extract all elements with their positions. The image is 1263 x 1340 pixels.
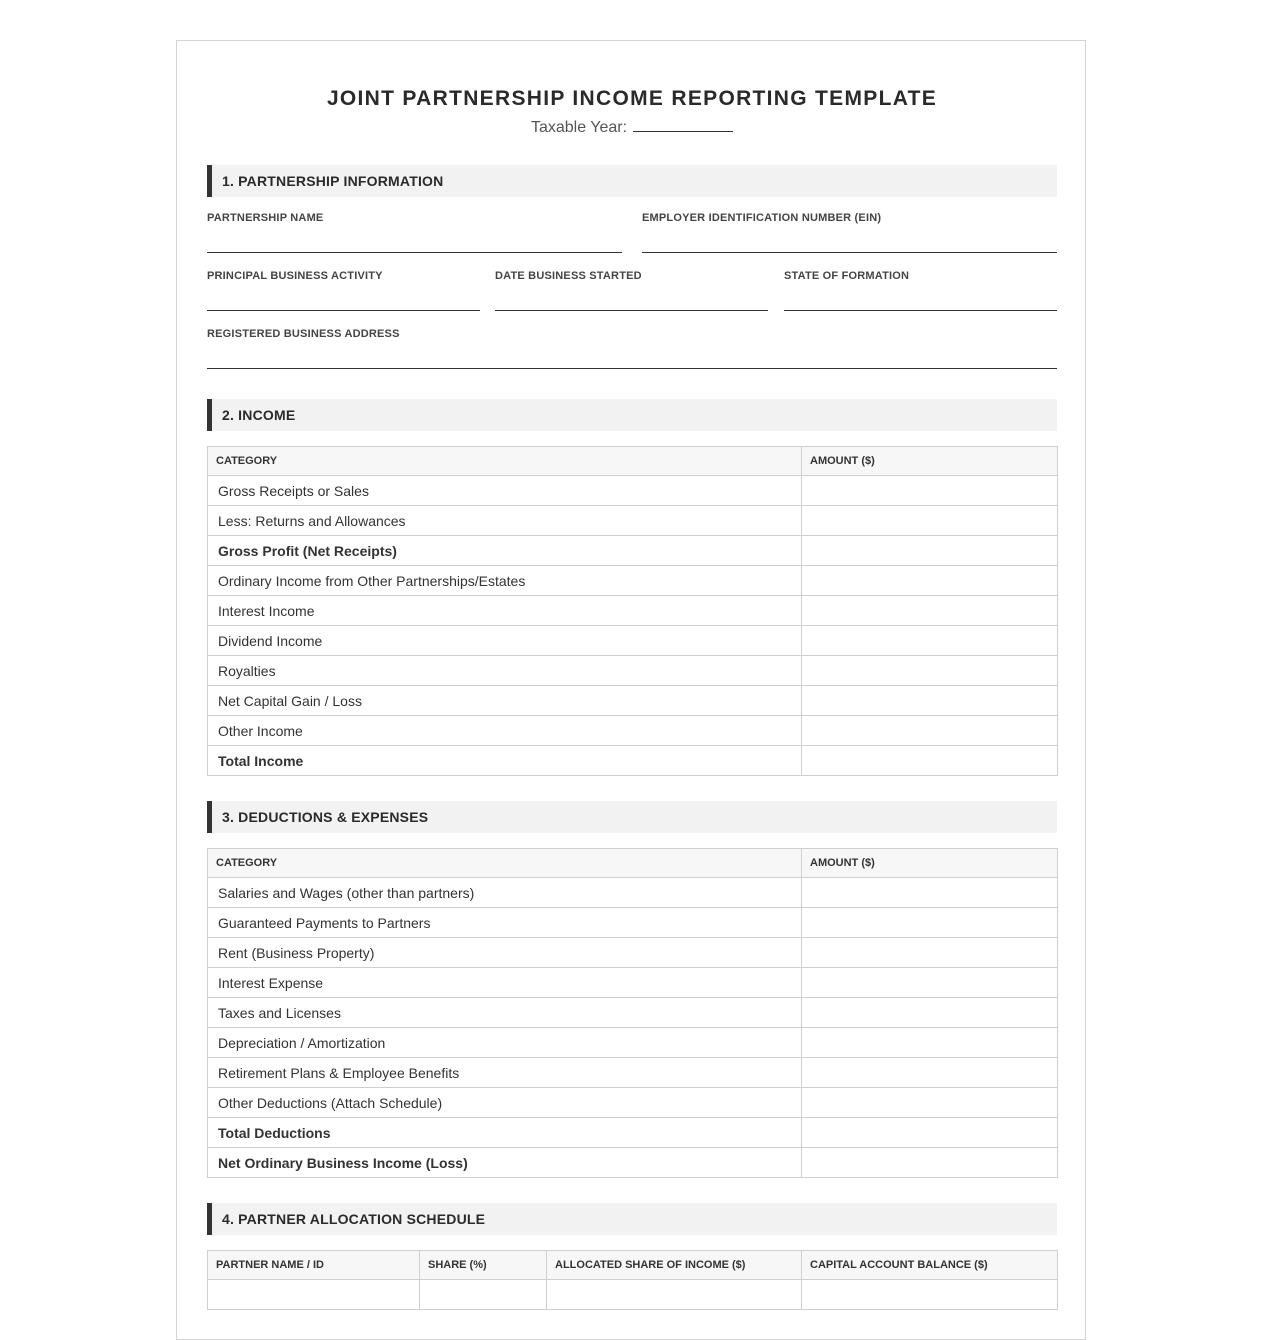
partnership-name-field[interactable]	[207, 212, 622, 224]
row-label: Net Ordinary Business Income (Loss)	[208, 1148, 802, 1178]
row-label: Other Income	[208, 716, 802, 746]
principal-activity-label: PRINCIPAL BUSINESS ACTIVITY	[207, 270, 383, 282]
column-header-capital-balance: CAPITAL ACCOUNT BALANCE ($)	[802, 1251, 1058, 1280]
table-row	[208, 968, 1058, 998]
state-of-formation-label: STATE OF FORMATION	[784, 270, 910, 282]
amount-cell[interactable]	[802, 476, 1058, 506]
state-of-formation-line[interactable]	[784, 310, 1057, 311]
column-header-category: CATEGORY	[208, 447, 802, 476]
partnership-name-line[interactable]	[207, 252, 622, 253]
table-row	[208, 908, 1058, 938]
amount-cell[interactable]	[802, 998, 1058, 1028]
ein-field[interactable]	[642, 212, 1057, 224]
row-label: Taxes and Licenses	[208, 998, 802, 1028]
row-label: Total Income	[208, 746, 802, 776]
amount-cell[interactable]	[802, 626, 1058, 656]
row-label: Net Capital Gain / Loss	[208, 686, 802, 716]
allocated-income-cell[interactable]	[547, 1280, 802, 1310]
table-row	[208, 596, 1058, 626]
registered-address-label: REGISTERED BUSINESS ADDRESS	[207, 328, 400, 340]
table-row	[208, 716, 1058, 746]
page-title: JOINT PARTNERSHIP INCOME REPORTING TEMPLATE	[326, 87, 938, 110]
row-label: Interest Expense	[208, 968, 802, 998]
table-row	[208, 656, 1058, 686]
table-row	[208, 1280, 1058, 1310]
table-row	[208, 1028, 1058, 1058]
row-label: Salaries and Wages (other than partners)	[208, 878, 802, 908]
amount-cell[interactable]	[802, 1088, 1058, 1118]
row-label: Interest Income	[208, 596, 802, 626]
column-header-partner-name: PARTNER NAME / ID	[208, 1251, 420, 1280]
taxable-year-label: Taxable Year:	[530, 119, 628, 136]
column-header-amount: AMOUNT ($)	[802, 849, 1058, 878]
table-row	[208, 938, 1058, 968]
deductions-table	[207, 848, 1058, 1178]
row-label: Guaranteed Payments to Partners	[208, 908, 802, 938]
section-income: 2. INCOME	[207, 399, 1057, 431]
share-cell[interactable]	[420, 1280, 547, 1310]
capital-balance-cell[interactable]	[802, 1280, 1058, 1310]
amount-cell[interactable]	[802, 746, 1058, 776]
income-header-row	[208, 447, 1058, 476]
partnership-name-label: PARTNERSHIP NAME	[207, 212, 324, 224]
partner-allocation-table	[207, 1250, 1058, 1310]
column-header-share: SHARE (%)	[420, 1251, 547, 1280]
amount-cell[interactable]	[802, 1118, 1058, 1148]
date-started-line[interactable]	[495, 310, 768, 311]
table-row	[208, 746, 1058, 776]
partner-header-row	[208, 1251, 1058, 1280]
table-row	[208, 1118, 1058, 1148]
deductions-header-row	[208, 849, 1058, 878]
row-label: Rent (Business Property)	[208, 938, 802, 968]
registered-address-field[interactable]	[207, 328, 1057, 340]
table-row	[208, 626, 1058, 656]
form-sheet	[176, 40, 1086, 1340]
section-partner-allocation: 4. PARTNER ALLOCATION SCHEDULE	[207, 1203, 1057, 1235]
table-row	[208, 878, 1058, 908]
amount-cell[interactable]	[802, 716, 1058, 746]
principal-activity-line[interactable]	[207, 310, 480, 311]
amount-cell[interactable]	[802, 686, 1058, 716]
ein-label: EMPLOYER IDENTIFICATION NUMBER (EIN)	[642, 212, 882, 224]
row-label: Other Deductions (Attach Schedule)	[208, 1088, 802, 1118]
table-row	[208, 1058, 1058, 1088]
amount-cell[interactable]	[802, 536, 1058, 566]
table-row	[208, 506, 1058, 536]
amount-cell[interactable]	[802, 968, 1058, 998]
amount-cell[interactable]	[802, 1148, 1058, 1178]
table-row	[208, 1148, 1058, 1178]
amount-cell[interactable]	[802, 1028, 1058, 1058]
state-of-formation-field[interactable]	[784, 270, 1057, 282]
date-started-label: DATE BUSINESS STARTED	[495, 270, 642, 282]
section-deductions-expenses: 3. DEDUCTIONS & EXPENSES	[207, 801, 1057, 833]
table-row	[208, 998, 1058, 1028]
amount-cell[interactable]	[802, 506, 1058, 536]
amount-cell[interactable]	[802, 1058, 1058, 1088]
column-header-allocated-income: ALLOCATED SHARE OF INCOME ($)	[547, 1251, 802, 1280]
date-started-field[interactable]	[495, 270, 768, 282]
table-row	[208, 1088, 1058, 1118]
taxable-year	[207, 117, 1057, 137]
section-partnership-information: 1. PARTNERSHIP INFORMATION	[207, 165, 1057, 197]
table-row	[208, 476, 1058, 506]
column-header-amount: AMOUNT ($)	[802, 447, 1058, 476]
partner-name-cell[interactable]	[208, 1280, 420, 1310]
amount-cell[interactable]	[802, 566, 1058, 596]
taxable-year-field[interactable]	[633, 117, 733, 132]
column-header-category: CATEGORY	[208, 849, 802, 878]
row-label: Depreciation / Amortization	[208, 1028, 802, 1058]
row-label: Royalties	[208, 656, 802, 686]
amount-cell[interactable]	[802, 596, 1058, 626]
table-row	[208, 536, 1058, 566]
income-table	[207, 446, 1058, 776]
row-label: Dividend Income	[208, 626, 802, 656]
amount-cell[interactable]	[802, 938, 1058, 968]
amount-cell[interactable]	[802, 878, 1058, 908]
amount-cell[interactable]	[802, 656, 1058, 686]
table-row	[208, 566, 1058, 596]
row-label: Gross Profit (Net Receipts)	[208, 536, 802, 566]
row-label: Total Deductions	[208, 1118, 802, 1148]
table-row	[208, 686, 1058, 716]
principal-activity-field[interactable]	[207, 270, 480, 282]
ein-line[interactable]	[642, 252, 1057, 253]
row-label: Ordinary Income from Other Partnerships/Estates	[208, 566, 802, 596]
row-label: Gross Receipts or Sales	[208, 476, 802, 506]
registered-address-line[interactable]	[207, 368, 1057, 369]
row-label: Less: Returns and Allowances	[208, 506, 802, 536]
row-label: Retirement Plans & Employee Benefits	[208, 1058, 802, 1088]
amount-cell[interactable]	[802, 908, 1058, 938]
